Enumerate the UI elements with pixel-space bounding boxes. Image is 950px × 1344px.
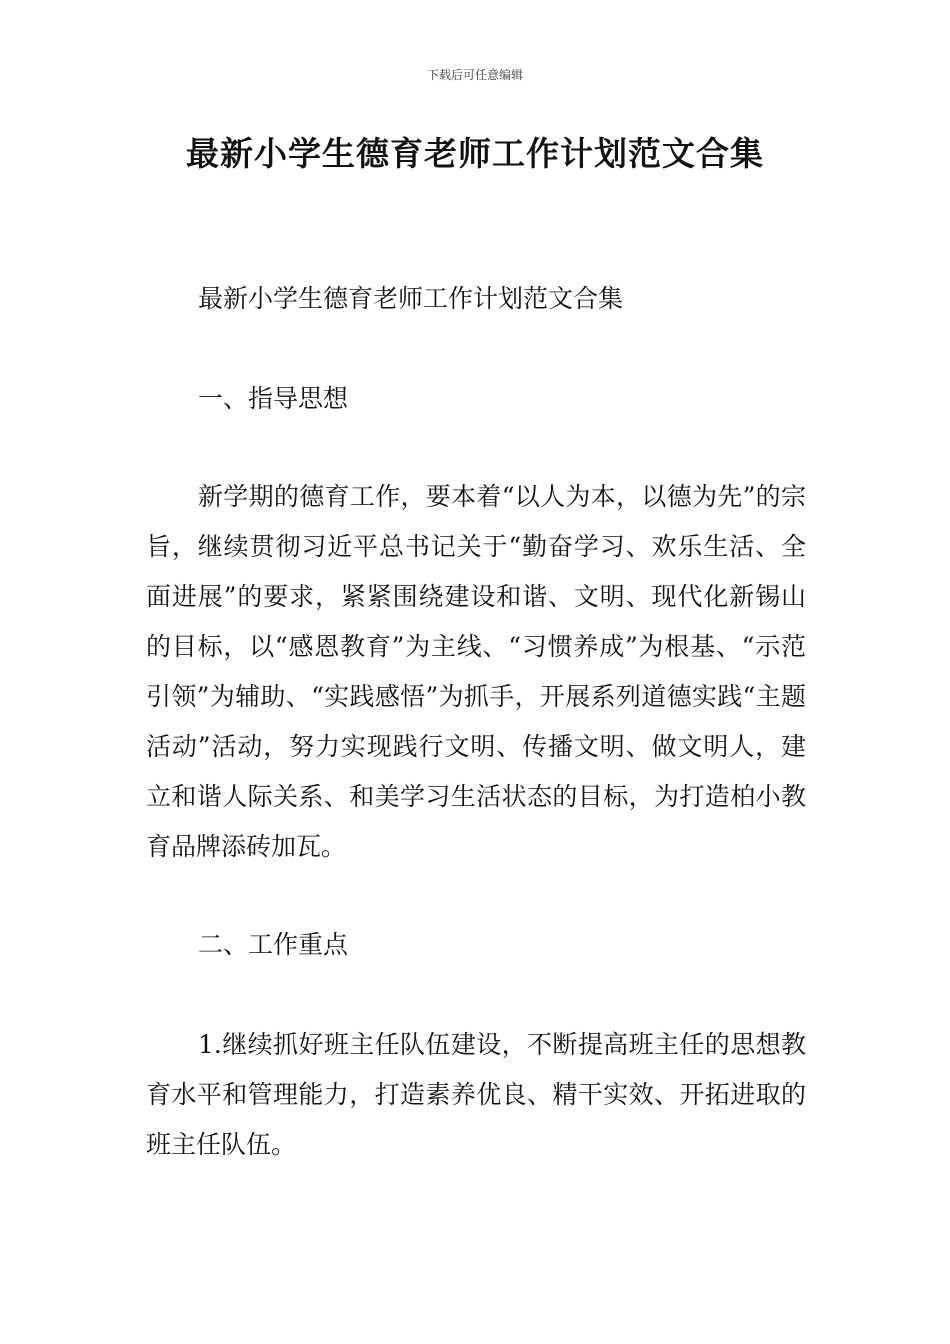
section-heading-guiding-ideology: 一、指导思想: [198, 384, 349, 413]
header-note: 下载后可任意编辑: [426, 68, 523, 82]
section-heading-work-focus: 二、工作重点: [198, 930, 349, 959]
document-subtitle: 最新小学生德育老师工作计划范文合集: [198, 284, 624, 313]
document-title: 最新小学生德育老师工作计划范文合集: [186, 134, 764, 173]
section-paragraph-guiding-ideology: 新学期的德育工作，要本着“以人为本，以德为先”的宗旨，继续贯彻习近平总书记关于“勤奋学习、欢乐生活、全面进展”的要求，紧紧围绕建设和谐、文明、现代化新锡山的目标，以“感恩教育”为主线、“习惯养成”为根基、“示范引领”为辅助、“实践感悟”为抓手，开展系列道德实践“主题活动”活动，努力实现践行文明、传播文明、做文明人，建立和谐人际关系、和美学习生活状态的目标，为打造柏小教育品牌添砖加瓦。: [146, 482, 806, 861]
section-paragraph-work-focus: 1.继续抓好班主任队伍建设，不断提高班主任的思想教育水平和管理能力，打造素养优良、精干实效、开拓进取的班主任队伍。: [146, 1030, 806, 1159]
